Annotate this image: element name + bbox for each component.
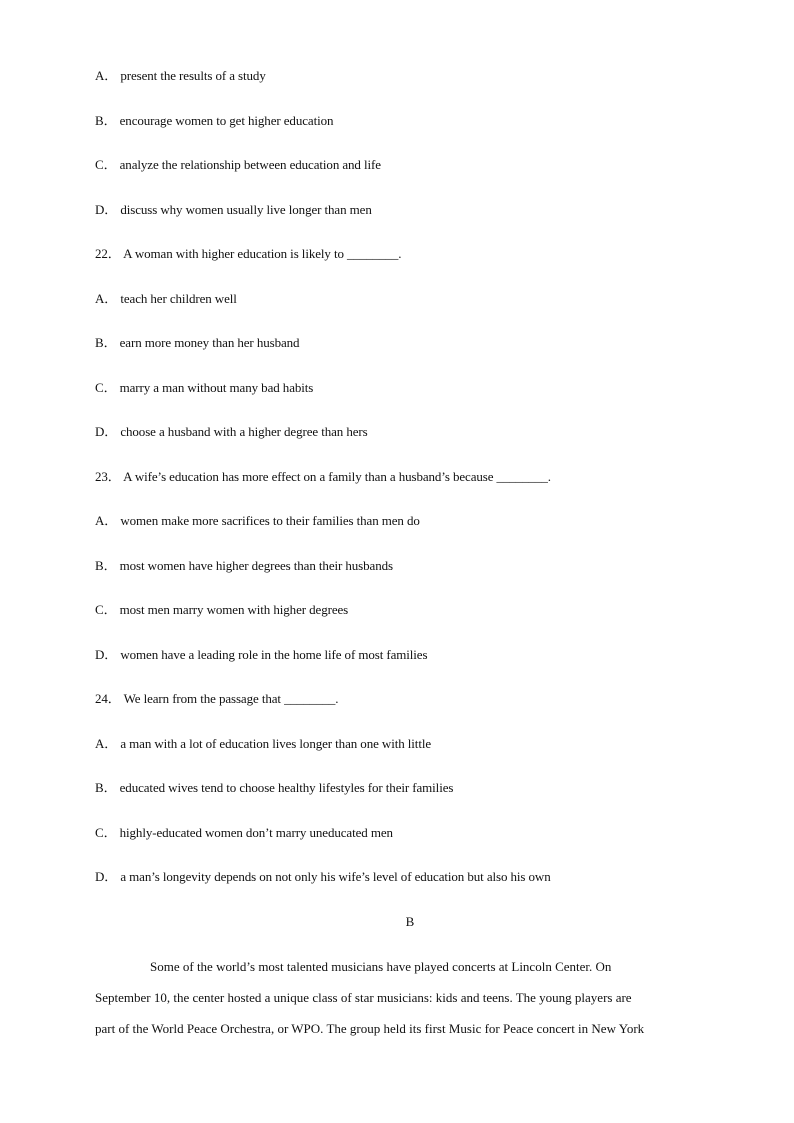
section-heading: B bbox=[405, 914, 415, 929]
q22-stem: 22． A woman with higher education is likely to ________. bbox=[95, 246, 402, 261]
q24-stem: 24． We learn from the passage that ________. bbox=[95, 691, 339, 706]
q22-option-c: C． marry a man without many bad habits bbox=[95, 380, 314, 395]
q24-option-a: A． a man with a lot of education lives longer than one with little bbox=[95, 736, 432, 751]
q21-option-b: B． encourage women to get higher education bbox=[95, 113, 334, 128]
q22-option-b: B． earn more money than her husband bbox=[95, 335, 300, 350]
q24-option-b: B． educated wives tend to choose healthy lifestyles for their families bbox=[95, 780, 454, 795]
q23-option-d: D． women have a leading role in the home life of most families bbox=[95, 647, 428, 662]
q22-option-a: A． teach her children well bbox=[95, 291, 237, 306]
q23-option-c: C． most men marry women with higher degrees bbox=[95, 602, 349, 617]
q23-option-b: B． most women have higher degrees than their husbands bbox=[95, 558, 393, 573]
passage-line-1: Some of the world’s most talented musicians have played concerts at Lincoln Center. On bbox=[150, 959, 612, 974]
passage-line-3: part of the World Peace Orchestra, or WPO. The group held its first Music for Peace concert in New York bbox=[95, 1021, 645, 1036]
q21-option-d: D． discuss why women usually live longer than men bbox=[95, 202, 372, 217]
q21-option-c: C． analyze the relationship between education and life bbox=[95, 157, 381, 172]
q24-option-d: D． a man’s longevity depends on not only his wife’s level of education but also his own bbox=[95, 869, 551, 884]
q23-option-a: A． women make more sacrifices to their families than men do bbox=[95, 513, 420, 528]
q24-option-c: C． highly-educated women don’t marry uneducated men bbox=[95, 825, 393, 840]
q22-option-d: D． choose a husband with a higher degree than hers bbox=[95, 424, 368, 439]
passage-line-2: September 10, the center hosted a unique class of star musicians: kids and teens. The young players are bbox=[95, 990, 632, 1005]
q23-stem: 23． A wife’s education has more effect on a family than a husband’s because ________. bbox=[95, 469, 551, 484]
q21-option-a: A． present the results of a study bbox=[95, 68, 266, 83]
